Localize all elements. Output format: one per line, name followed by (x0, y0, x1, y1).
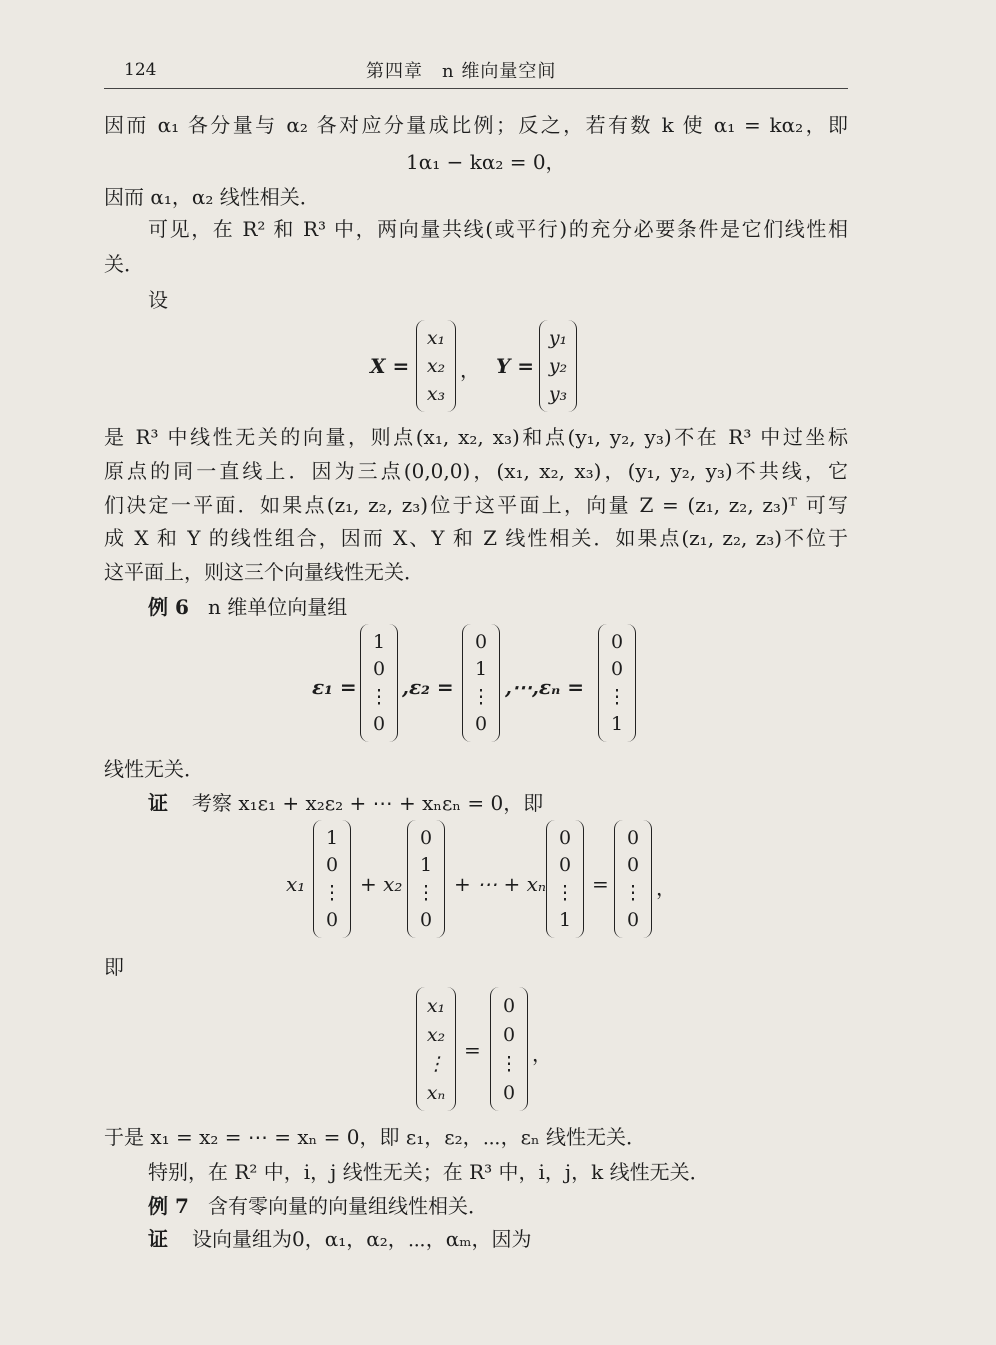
comma: ， (656, 876, 676, 900)
text-line-4: 关． (104, 252, 144, 276)
e1-entry: 0 (372, 713, 386, 736)
zero-1-entry: 0 (626, 854, 640, 877)
e2-entry: 0 (474, 713, 488, 736)
zero-vector-1 (614, 820, 652, 938)
text-line-3: 可见，在 R² 和 R³ 中，两向量共线(或平行)的充分必要条件是它们线性相 (148, 217, 848, 241)
header-rule (104, 88, 848, 89)
text-line-11: 线性无关． (104, 757, 204, 781)
text-line-5: 设 (148, 288, 168, 312)
coef-2: + x₂ (360, 872, 403, 896)
en-entry: ⋮ (607, 685, 627, 708)
e2-entry: 0 (474, 630, 488, 653)
chapter-title: 第四章 n 维向量空间 (366, 61, 557, 82)
zero-vector-2 (490, 987, 528, 1111)
xn-entry: x₁ (426, 994, 446, 1017)
comma: ， (532, 1042, 552, 1066)
y-vector-label: Y = (496, 354, 534, 378)
y-vector-entry: y₁ (548, 327, 568, 349)
text-line-12: 于是 x₁ = x₂ = ⋯ = xₙ = 0，即 ε₁，ε₂，⋯，εₙ 线性无关． (104, 1125, 646, 1149)
text-line-7: 原点的同一直线上．因为三点(0,0,0)，(x₁, x₂, x₃)，(y₁, y₂, y₃)不共线，它 (104, 459, 848, 483)
e1-entry: ⋮ (369, 685, 389, 708)
comb-2-entry: 0 (419, 826, 433, 849)
e1-entry: 0 (372, 658, 386, 681)
x-vector-entry: x₃ (426, 383, 446, 405)
comb-1-entry: 0 (325, 854, 339, 877)
comb-1-entry: 0 (325, 909, 339, 932)
text-line-10: 这平面上，则这三个向量线性无关． (104, 560, 424, 584)
x-vector (416, 320, 456, 412)
comb-1-entry: ⋮ (322, 881, 342, 904)
e2-entry: ⋮ (471, 685, 491, 708)
equation-1: 1α₁ − kα₂ = 0， (406, 150, 566, 174)
en-label: ,⋯,εₙ = (505, 675, 584, 699)
text-line-9: 成 X 和 Y 的线性组合，因而 X、Y 和 Z 线性相关．如果点(z₁, z₂, z₃)不位于 (104, 526, 848, 550)
y-vector (539, 320, 577, 412)
en-entry: 1 (610, 713, 624, 736)
zero-2-entry: ⋮ (499, 1052, 519, 1075)
x-vector-entry: x₁ (426, 327, 446, 349)
text-line-13: 特别，在 R² 中，i，j 线性无关；在 R³ 中，i，j，k 线性无关． (148, 1160, 710, 1184)
en-vector (598, 624, 636, 742)
zero-1-entry: 0 (626, 909, 640, 932)
en-entry: 0 (610, 630, 624, 653)
xn-entry: xₙ (426, 1081, 446, 1104)
zero-2-entry: 0 (502, 994, 516, 1017)
comb-vector-n (546, 820, 584, 938)
zero-2-entry: 0 (502, 1023, 516, 1046)
comb-n-entry: 0 (558, 826, 572, 849)
comma: ， (460, 358, 480, 382)
equals-sign: = (592, 872, 609, 896)
example-7-label: 例 7 (148, 1194, 189, 1218)
proof-2-text: 设向量组为0，α₁，α₂，⋯，αₘ，因为 (192, 1227, 532, 1251)
zero-2-entry: 0 (502, 1081, 516, 1104)
coef-n: + ⋯ + xₙ (454, 872, 546, 896)
comb-1-entry: 1 (325, 826, 339, 849)
x-vector-entry: x₂ (426, 355, 446, 377)
e1-entry: 1 (372, 630, 386, 653)
comb-n-entry: 1 (558, 909, 572, 932)
zero-1-entry: ⋮ (623, 881, 643, 904)
comb-2-entry: ⋮ (416, 881, 436, 904)
comb-vector-1 (313, 820, 351, 938)
comb-2-entry: 1 (419, 854, 433, 877)
zero-1-entry: 0 (626, 826, 640, 849)
x-vector-n (416, 987, 456, 1111)
comb-2-entry: 0 (419, 909, 433, 932)
comb-n-entry: 0 (558, 854, 572, 877)
coef-1: x₁ (286, 872, 306, 896)
xn-entry: x₂ (426, 1023, 446, 1046)
e2-vector (462, 624, 500, 742)
e1-vector (360, 624, 398, 742)
en-entry: 0 (610, 658, 624, 681)
e1-label: ε₁ = (312, 675, 357, 699)
e2-entry: 1 (474, 658, 488, 681)
text-line-2: 因而 α₁，α₂ 线性相关． (104, 185, 320, 209)
text-line-8: 们决定一平面．如果点(z₁, z₂, z₃)位于这平面上，向量 Z = (z₁, z₂, z₃)ᵀ 可写 (104, 493, 848, 517)
proof-2-label: 证 (148, 1227, 168, 1251)
text-ji: 即 (104, 955, 124, 979)
x-vector-label: X = (370, 354, 410, 378)
example-6-text: n 维单位向量组 (208, 595, 348, 619)
text-line-1: 因而 α₁ 各分量与 α₂ 各对应分量成比例；反之，若有数 k 使 α₁ = kα₂，即 (104, 113, 848, 137)
comb-n-entry: ⋮ (555, 881, 575, 904)
text-line-6: 是 R³ 中线性无关的向量，则点(x₁, x₂, x₃)和点(y₁, y₂, y₃)不在 R³ 中过坐标 (104, 425, 848, 449)
proof-1-label: 证 (148, 791, 168, 815)
example-6-label: 例 6 (148, 595, 189, 619)
proof-1-text: 考察 x₁ε₁ + x₂ε₂ + ⋯ + xₙεₙ = 0，即 (192, 791, 544, 815)
example-7-text: 含有零向量的向量组线性相关． (208, 1194, 488, 1218)
y-vector-entry: y₃ (548, 383, 568, 405)
e2-label: ,ε₂ = (402, 675, 454, 699)
comb-vector-2 (407, 820, 445, 938)
page-number: 124 (124, 60, 157, 80)
equals-sign: = (464, 1038, 481, 1062)
y-vector-entry: y₂ (548, 355, 568, 377)
xn-entry: ⋮ (426, 1052, 446, 1075)
